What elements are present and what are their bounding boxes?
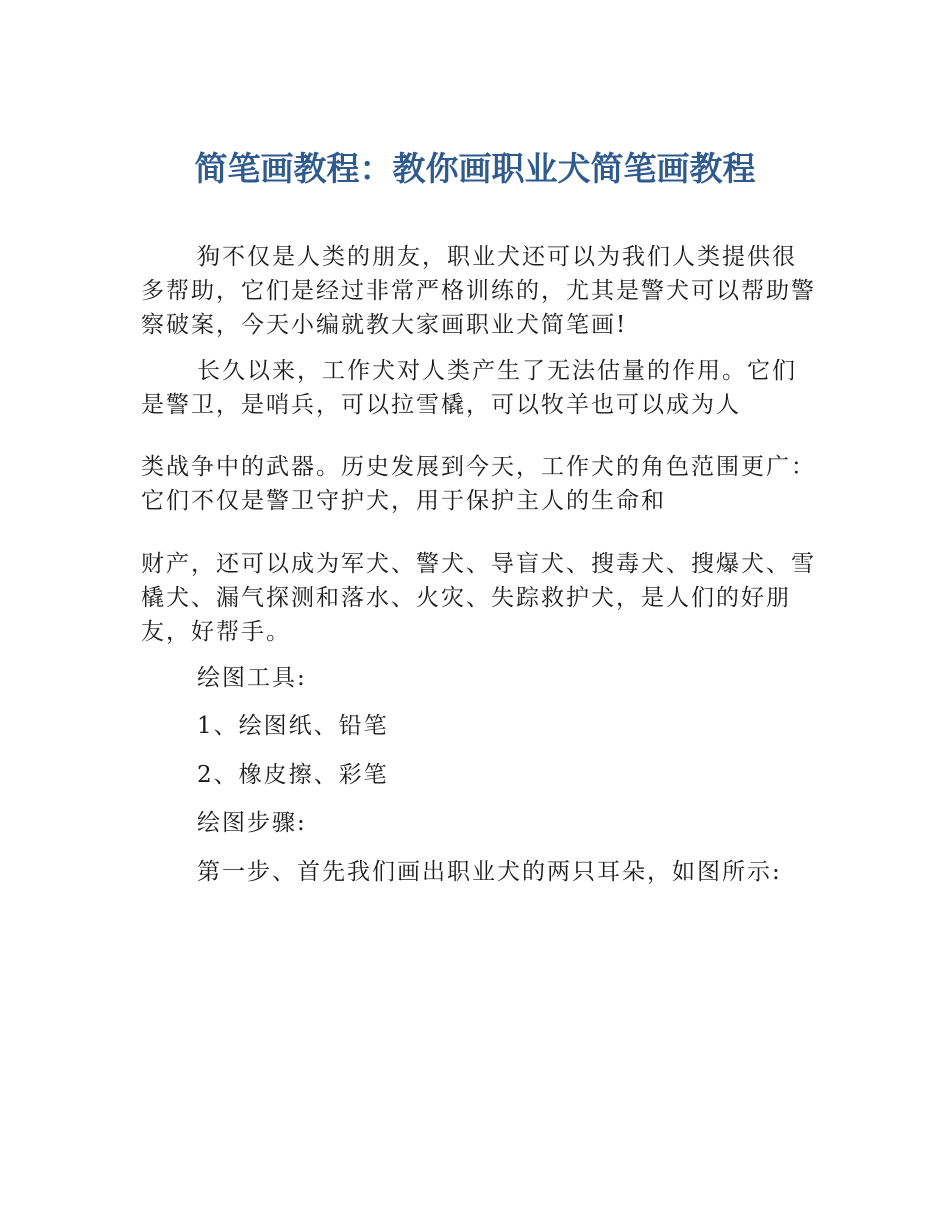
history-paragraph xyxy=(141,450,816,518)
paragraph-line: 它们不仅是警卫守护犬，用于保护主人的生命和 xyxy=(141,488,666,514)
roles-paragraph xyxy=(141,547,816,649)
paragraph-line: 财产，还可以成为军犬、警犬、导盲犬、搜毒犬、搜爆犬、雪 xyxy=(141,551,816,577)
paragraph-line: 友，好帮手。 xyxy=(141,619,291,645)
paragraph-line: 长久以来，工作犬对人类产生了无法估量的作用。它们 xyxy=(197,358,797,384)
tool-item-text: 1、绘图纸、铅笔 xyxy=(197,713,389,739)
step-1-text: 第一步、首先我们画出职业犬的两只耳朵，如图所示: xyxy=(197,859,782,885)
tool-item-text: 2、橡皮擦、彩笔 xyxy=(197,762,389,788)
paragraph-line: 察破案，今天小编就教大家画职业犬简笔画! xyxy=(141,312,628,338)
paragraph-line: 狗不仅是人类的朋友，职业犬还可以为我们人类提供很 xyxy=(197,244,797,270)
steps-heading-text: 绘图步骤: xyxy=(197,810,307,836)
paragraph-line: 多帮助，它们是经过非常严格训练的，尤其是警犬可以帮助警 xyxy=(141,278,816,304)
paragraph-line: 类战争中的武器。历史发展到今天，工作犬的角色范围更广： xyxy=(141,454,816,480)
tool-item-1 xyxy=(141,709,813,743)
page-title: 简笔画教程：教你画职业犬简笔画教程 xyxy=(194,149,756,188)
steps-heading xyxy=(141,806,813,840)
paragraph-line: 橇犬、漏气探测和落水、火灾、失踪救护犬，是人们的好朋 xyxy=(141,585,791,611)
tool-item-2 xyxy=(141,758,813,792)
working-dog-paragraph xyxy=(141,354,813,422)
paragraph-line: 是警卫，是哨兵，可以拉雪橇，可以牧羊也可以成为人 xyxy=(141,392,741,418)
tools-heading-text: 绘图工具: xyxy=(197,665,307,691)
intro-paragraph xyxy=(141,240,816,342)
step-1 xyxy=(141,855,813,889)
tools-heading xyxy=(141,661,813,695)
